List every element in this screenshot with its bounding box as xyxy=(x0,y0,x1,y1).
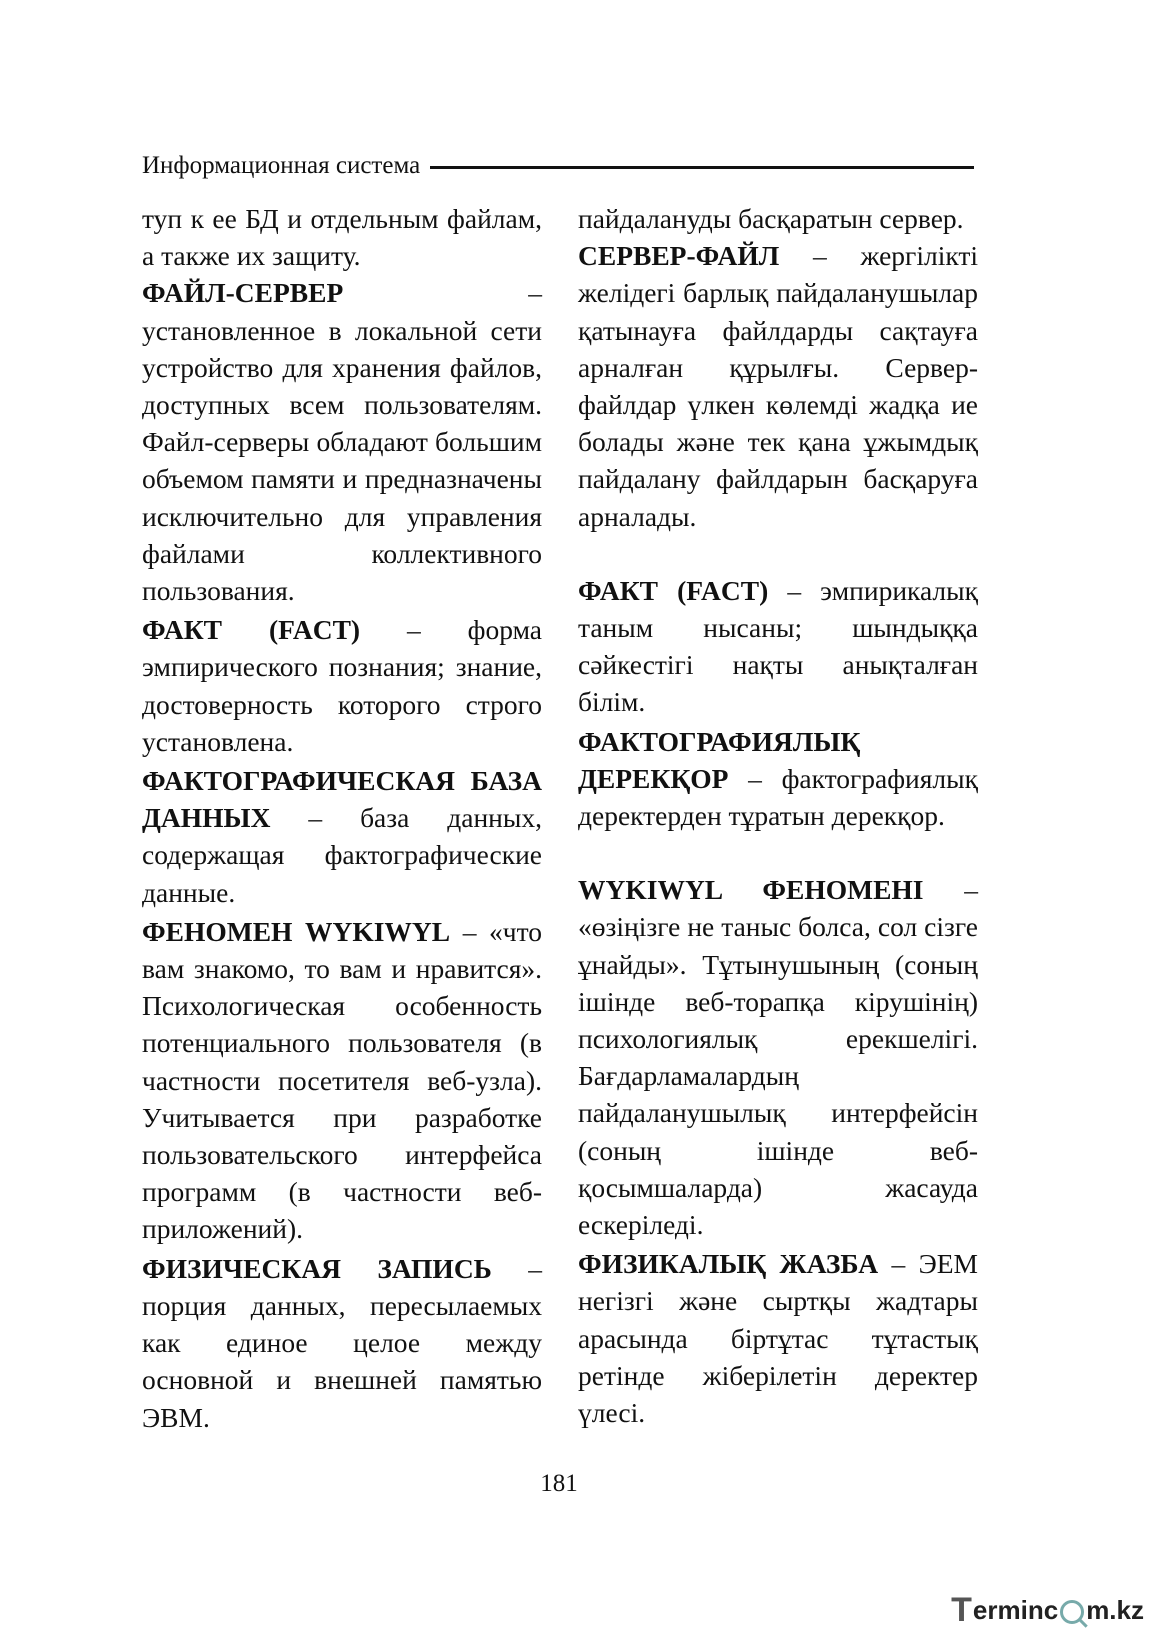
continuation-text: туп к ее БД и отдельным файлам, а также их защиту. xyxy=(142,203,542,272)
entry-physical-record xyxy=(142,1250,542,1436)
entry-factographic-db xyxy=(578,723,978,835)
entry-definition: – ЭЕМ негізгі және сыртқы жадтары арасында біртұтас тұтастық ретінде жіберілетін деректер үлесі. xyxy=(578,1248,978,1429)
column-kazakh xyxy=(578,200,978,1431)
entry-term: ФАЙЛ-СЕРВЕР xyxy=(142,277,344,309)
entry-definition: – «что вам знакомо, то вам и нравится». Психологическая особенность потенциального пользователя (в частности посетителя веб-узла). Учитывается при разработке пользовательского интерфейса программ (в частности веб-приложений). xyxy=(142,915,542,1245)
entry-term: ФЕНОМЕН WYKIWYL xyxy=(142,915,451,947)
entry-term: ФАКТ (FACT) xyxy=(578,574,769,606)
watermark-text-part2: m.kz xyxy=(1086,1594,1144,1625)
entry-file-server xyxy=(142,274,542,609)
entry-definition: – база данных, содержащая фактографические данные. xyxy=(142,802,542,908)
entry-file-server xyxy=(578,237,978,535)
entry-term: СЕРВЕР-ФАЙЛ xyxy=(578,240,780,272)
entry-continuation xyxy=(142,200,542,274)
watermark-t: T xyxy=(951,1590,972,1629)
entry-definition: – порция данных, пересылаемых как единое целое между основной и внешней памятью ЭВМ. xyxy=(142,1252,542,1433)
watermark-text-part1: erminc xyxy=(972,1594,1059,1625)
magnifier-icon xyxy=(1060,1600,1084,1624)
header-title: Информационная система xyxy=(142,152,421,179)
entry-definition: – форма эмпирического познания; знание, достоверность которого строго установлена. xyxy=(142,614,542,757)
watermark-logo xyxy=(922,1590,1144,1630)
entry-continuation xyxy=(578,200,978,237)
entry-physical-record xyxy=(578,1245,978,1431)
entry-fact xyxy=(142,611,542,760)
entry-definition: – установленное в локальной сети устройство для хранения файлов, доступных всем пользователям. Файл-серверы обладают большим объемом памяти и предназначены исключительно для управления файлами коллективного пользования. xyxy=(142,277,542,607)
entry-term: ФИЗИЧЕСКАЯ ЗАПИСЬ xyxy=(142,1252,492,1284)
entry-wykiwyl xyxy=(578,871,978,1243)
page-number: 181 xyxy=(540,1470,578,1497)
entry-term: ФАКТ (FACT) xyxy=(142,614,361,646)
running-header xyxy=(142,146,974,186)
header-rule xyxy=(430,166,974,169)
entry-definition: – жергілікті желідегі барлық пайдаланушылар қатынауға файлдарды сақтауға арналған құрылғы. Сервер-файлдар үлкен көлемді жадқа ие болады және тек қана ұжымдық пайдалану файлдарын басқаруға арналады. xyxy=(578,240,978,532)
entry-term: WYKIWYL ФЕНОМЕНІ xyxy=(578,874,924,906)
column-russian xyxy=(142,200,542,1436)
entry-factographic-db xyxy=(142,762,542,911)
entry-fact xyxy=(578,572,978,721)
entry-wykiwyl xyxy=(142,913,542,1248)
entry-term: ФАКТОГРАФИЯЛЫҚ ДЕРЕКҚОР xyxy=(578,725,861,794)
entry-definition: – фактографиялық деректерден тұратын дерекқор. xyxy=(578,762,978,832)
continuation-text: пайдалануды басқаратын сервер. xyxy=(578,203,964,234)
entry-term: ФИЗИКАЛЫҚ ЖАЗБА xyxy=(578,1248,879,1280)
entry-term: ФАКТОГРАФИЧЕСКАЯ БАЗА ДАННЫХ xyxy=(142,765,542,834)
entry-definition: – «өзіңізге не таныс болса, сол сізге ұнайды». Тұтынушының (соның ішінде веб-торапқа кірушінің) психологиялық ерекшелігі. Бағдарламалардың пайдаланушылық интерфейсін (соның ішінде веб-қосымшаларда) жасауда ескеріледі. xyxy=(578,874,978,1241)
entry-definition: – эмпирикалық таным нысаны; шындыққа сәйкестігі нақты анықталған білім. xyxy=(578,574,978,718)
